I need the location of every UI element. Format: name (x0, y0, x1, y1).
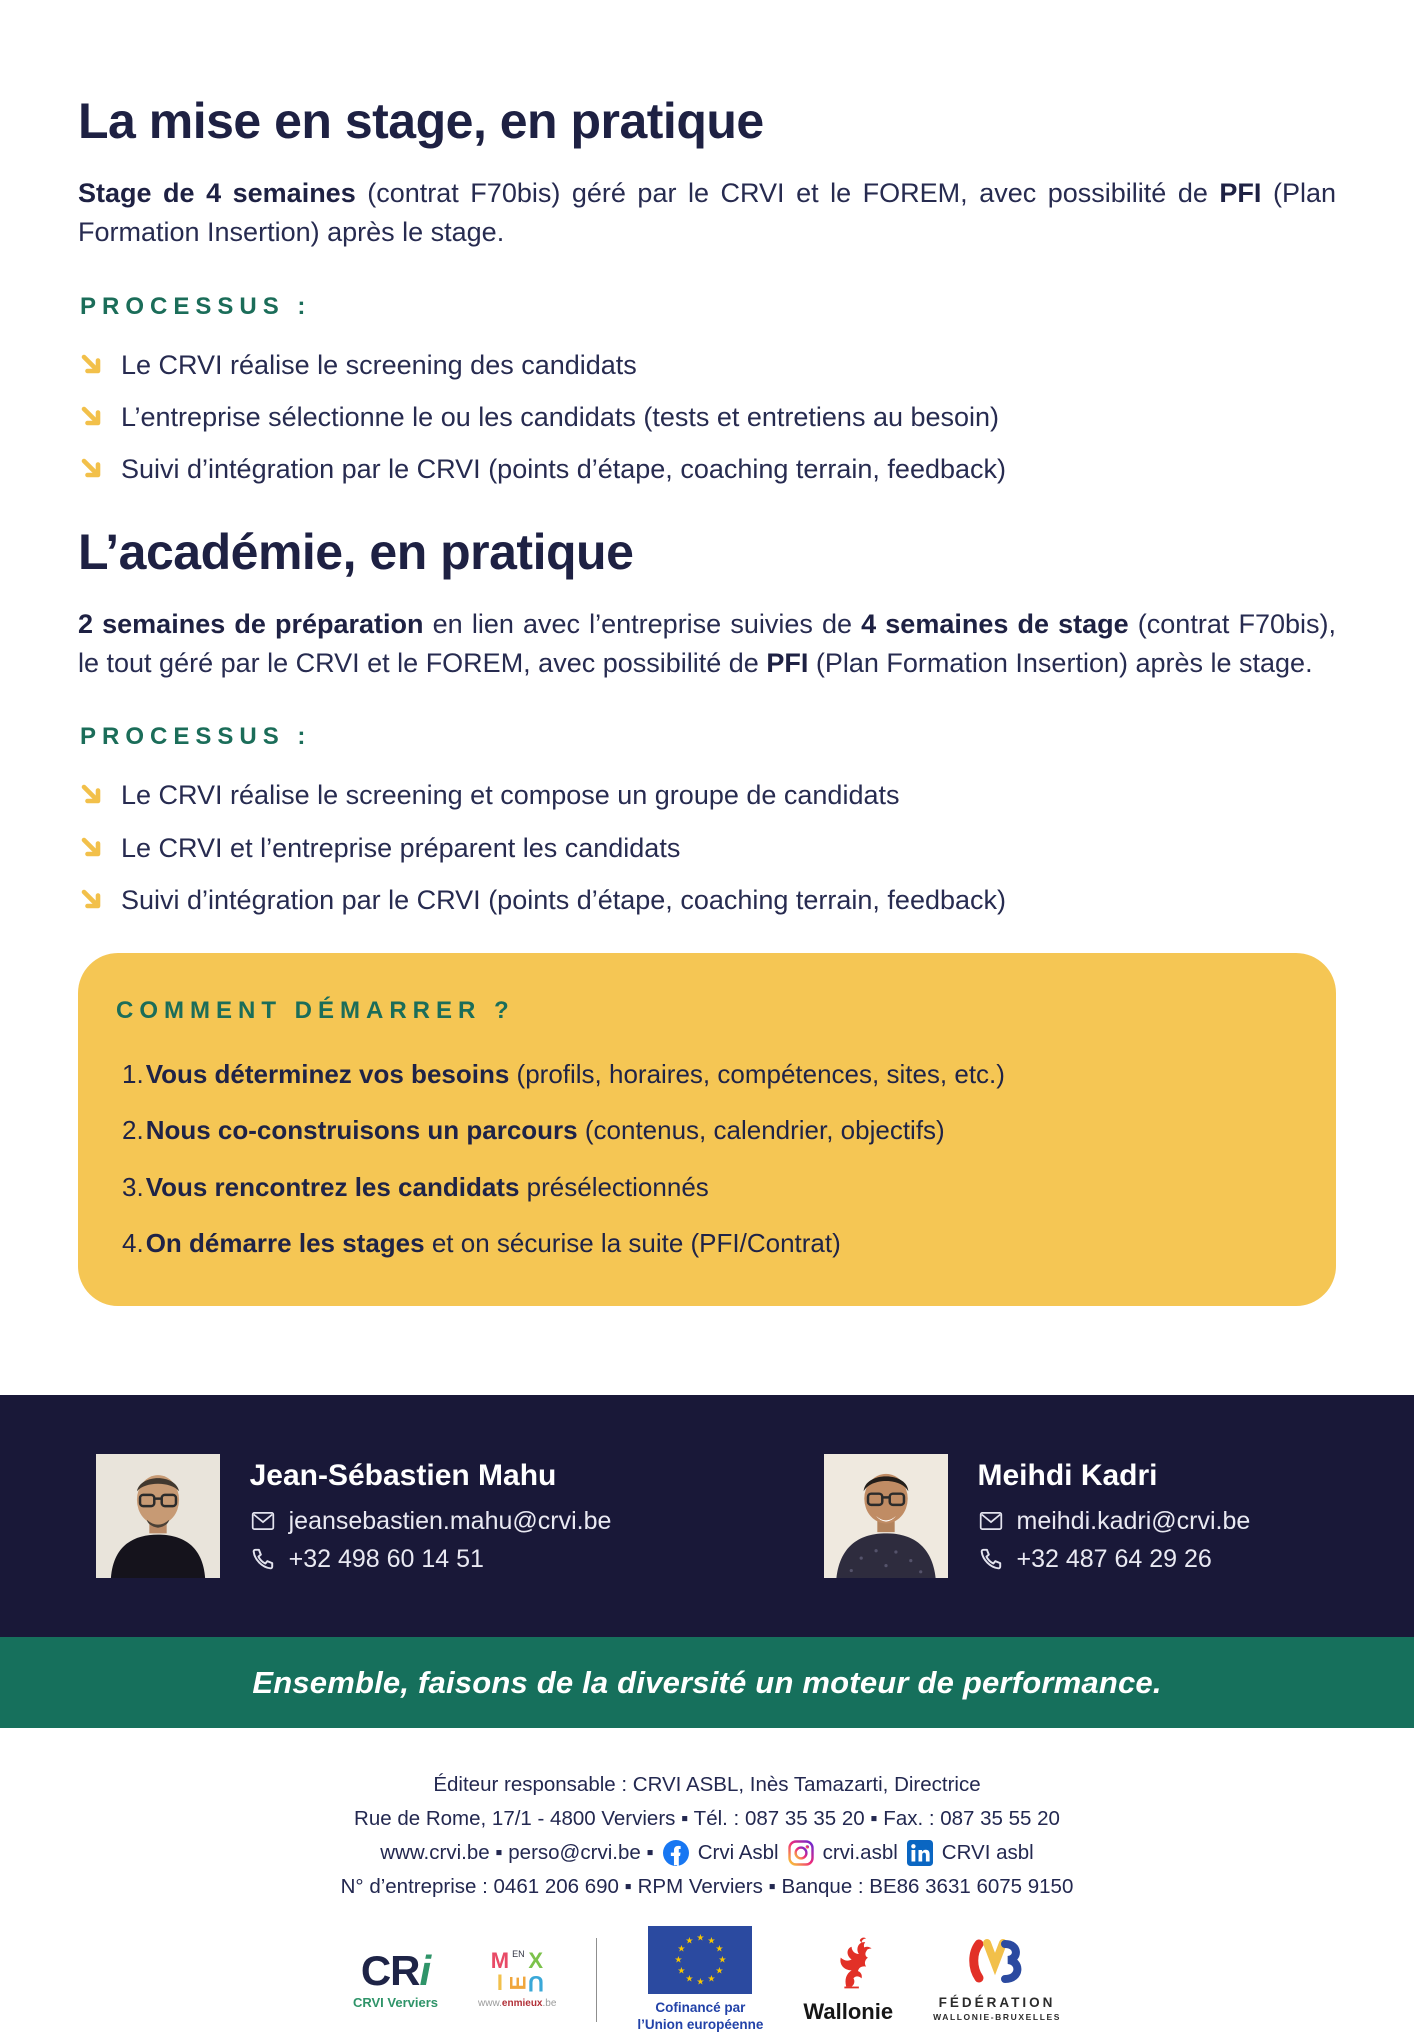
step-item (122, 1113, 1286, 1147)
cri-crvi-logo (352, 1946, 439, 2010)
section-title-academie: L’académie, en pratique (78, 523, 634, 580)
process-list-1 (78, 347, 1336, 489)
eu-flag-icon: ★ ★ ★ ★ ★ ★ ★ ★ ★ ★ ★ ★ (648, 1926, 752, 1994)
federation-caption-2: WALLONIE-BRUXELLES (933, 2011, 1062, 2022)
tagline-banner (0, 1637, 1414, 1728)
list-item-label: L’entreprise sélectionne le ou les candidats (tests et entretiens au besoin) (121, 402, 1000, 433)
step-rest: et on sécurise la suite (PFI/Contrat) (424, 1228, 841, 1259)
eu-cofunded-logo (637, 1926, 763, 2034)
mieux-logo (478, 1950, 556, 2009)
section-title-mise-en-stage: La mise en stage, en pratique (78, 93, 764, 149)
intro-bold: 4 semaines de stage (861, 608, 1129, 639)
contact-card-jean-sebastien (0, 1454, 707, 1578)
partner-logos (0, 1926, 1414, 2034)
avatar (96, 1454, 220, 1578)
instagram-label[interactable]: crvi.asbl (822, 1841, 898, 1864)
phone-icon (250, 1546, 276, 1572)
arrow-down-right-icon (78, 886, 106, 914)
phone-icon (978, 1546, 1004, 1572)
cri-logo-i: i (419, 1946, 431, 1994)
mieux-letter: X (528, 1948, 544, 1974)
cri-logo-subtitle: CRVI Verviers (352, 1994, 439, 2010)
list-item (78, 451, 1336, 488)
step-bold: Vous rencontrez les candidats (145, 1171, 520, 1202)
list-item-label: Suivi d’intégration par le CRVI (points d’étape, coaching terrain, feedback) (121, 884, 1007, 915)
contact-phone[interactable]: +32 487 64 29 26 (1016, 1544, 1212, 1573)
tagline-text: Ensemble, faisons de la diversité un moteur de performance. (252, 1664, 1162, 1700)
contact-info (250, 1459, 612, 1574)
mieux-letter: U (527, 1971, 544, 1997)
federation-wb-logo (933, 1938, 1061, 2022)
step-bold: Vous déterminez vos besoins (145, 1059, 510, 1090)
arrow-down-right-icon (78, 403, 106, 431)
step-item (122, 1057, 1286, 1091)
footer-social-line (0, 1836, 1414, 1870)
mieux-url-mid: enmieux (501, 1998, 543, 2010)
list-item (78, 347, 1336, 384)
process-label-1: PROCESSUS : (80, 292, 312, 320)
intro-text: (Plan Formation Insertion) après le stage. (808, 647, 1313, 678)
cri-logo-text: CR (360, 1946, 420, 1994)
footer-company-line: N° d’entreprise : 0461 206 690 ▪ RPM Verviers ▪ Banque : BE86 3631 6075 9150 (340, 1875, 1074, 1898)
avatar (824, 1454, 948, 1578)
step-item (122, 1170, 1286, 1204)
footer-web-email[interactable]: www.crvi.be ▪ perso@crvi.be ▪ (380, 1841, 654, 1864)
intro-text: (contrat F70bis) géré par le CRVI et le FOREM, avec possibilité de (355, 178, 1220, 208)
contact-band (0, 1395, 1414, 1637)
intro-bold: 2 semaines de préparation (78, 608, 424, 639)
intro-bold: PFI (1219, 178, 1262, 208)
list-item (78, 777, 1336, 814)
list-item-label: Le CRVI réalise le screening et compose un groupe de candidats (121, 780, 900, 811)
how-to-start-steps (122, 1057, 1286, 1260)
step-item (122, 1226, 1286, 1260)
federation-wb-icon (969, 1938, 1025, 1991)
envelope-icon (250, 1508, 276, 1534)
intro-text: en lien avec l’entreprise suivies de (423, 608, 862, 639)
step-rest: (contenus, calendrier, objectifs) (577, 1115, 945, 1146)
contact-phone-row[interactable] (978, 1545, 1298, 1574)
list-item-label: Le CRVI réalise le screening des candidats (121, 349, 637, 380)
step-bold: On démarre les stages (145, 1228, 425, 1259)
eu-caption-1: Cofinancé par (655, 2000, 746, 2015)
contact-name: Meihdi Kadri (977, 1458, 1158, 1492)
list-item-label: Le CRVI et l’entreprise préparent les candidats (121, 832, 681, 863)
contact-phone[interactable]: +32 498 60 14 51 (288, 1544, 484, 1573)
contact-email[interactable]: jeansebastien.mahu@crvi.be (288, 1506, 612, 1535)
contact-email[interactable]: meihdi.kadri@crvi.be (1016, 1506, 1251, 1535)
eu-caption-2: l’Union européenne (637, 2016, 764, 2032)
list-item (78, 882, 1336, 919)
envelope-icon (978, 1508, 1004, 1534)
arrow-down-right-icon (78, 351, 106, 379)
footer (0, 1728, 1414, 2034)
step-number: 4. (122, 1228, 144, 1259)
logo-divider (596, 1938, 597, 2022)
mieux-letter: M (490, 1948, 510, 1974)
footer-address-line: Rue de Rome, 17/1 - 4800 Verviers ▪ Tél. : 087 35 35 20 ▪ Fax. : 087 35 55 20 (354, 1807, 1060, 1830)
process-label-2: PROCESSUS : (80, 723, 312, 751)
list-item (78, 399, 1336, 436)
wallonie-rooster-icon (819, 1934, 877, 1997)
step-rest: (profils, horaires, compétences, sites, etc.) (509, 1059, 1005, 1090)
arrow-down-right-icon (78, 781, 106, 809)
intro-text: (contrat F70bis), le tout géré par le CRVI et le FOREM, avec possibilité de (78, 608, 1336, 678)
facebook-icon[interactable] (663, 1840, 689, 1866)
step-number: 2. (122, 1115, 144, 1146)
wallonie-logo (803, 1934, 893, 2025)
how-to-start-title: COMMENT DÉMARRER ? (116, 997, 515, 1025)
mieux-letter: EN (512, 1949, 525, 1960)
contact-email-row[interactable] (250, 1507, 612, 1536)
step-number: 1. (122, 1059, 144, 1090)
intro-paragraph-2 (78, 605, 1336, 684)
step-rest: présélectionnés (519, 1171, 709, 1202)
process-list-2 (78, 777, 1336, 919)
mieux-url-suf: .be (542, 1998, 557, 2010)
contact-card-meihdi (707, 1454, 1414, 1578)
list-item-label: Suivi d’intégration par le CRVI (points d’étape, coaching terrain, feedback) (121, 454, 1007, 485)
list-item (78, 830, 1336, 867)
mieux-letter: E (505, 1976, 531, 1991)
step-bold: Nous co-construisons un parcours (145, 1115, 578, 1146)
contact-name: Jean-Sébastien Mahu (249, 1458, 557, 1492)
footer-publisher-line: Éditeur responsable : CRVI ASBL, Inès Tamazarti, Directrice (433, 1773, 981, 1796)
intro-paragraph-1 (78, 174, 1336, 253)
contact-phone-row[interactable] (250, 1545, 612, 1574)
mieux-url-pre: www. (478, 1998, 502, 2010)
how-to-start-box (78, 953, 1336, 1306)
wallonie-label: Wallonie (803, 1999, 894, 2025)
contact-info (978, 1459, 1298, 1574)
linkedin-icon[interactable] (907, 1840, 933, 1866)
intro-bold: Stage de 4 semaines (78, 178, 356, 208)
facebook-label[interactable]: Crvi Asbl (697, 1841, 779, 1864)
instagram-icon[interactable] (788, 1840, 814, 1866)
contact-email-row[interactable] (978, 1507, 1298, 1536)
arrow-down-right-icon (78, 455, 106, 483)
arrow-down-right-icon (78, 834, 106, 862)
mieux-letter: I (496, 1970, 503, 1996)
intro-bold: PFI (766, 647, 809, 678)
intro-text: (Plan Formation Insertion) après le stage. (78, 178, 1336, 248)
step-number: 3. (122, 1171, 144, 1202)
federation-caption-1: FÉDÉRATION (938, 1994, 1056, 2010)
linkedin-label[interactable]: CRVI asbl (941, 1841, 1034, 1864)
